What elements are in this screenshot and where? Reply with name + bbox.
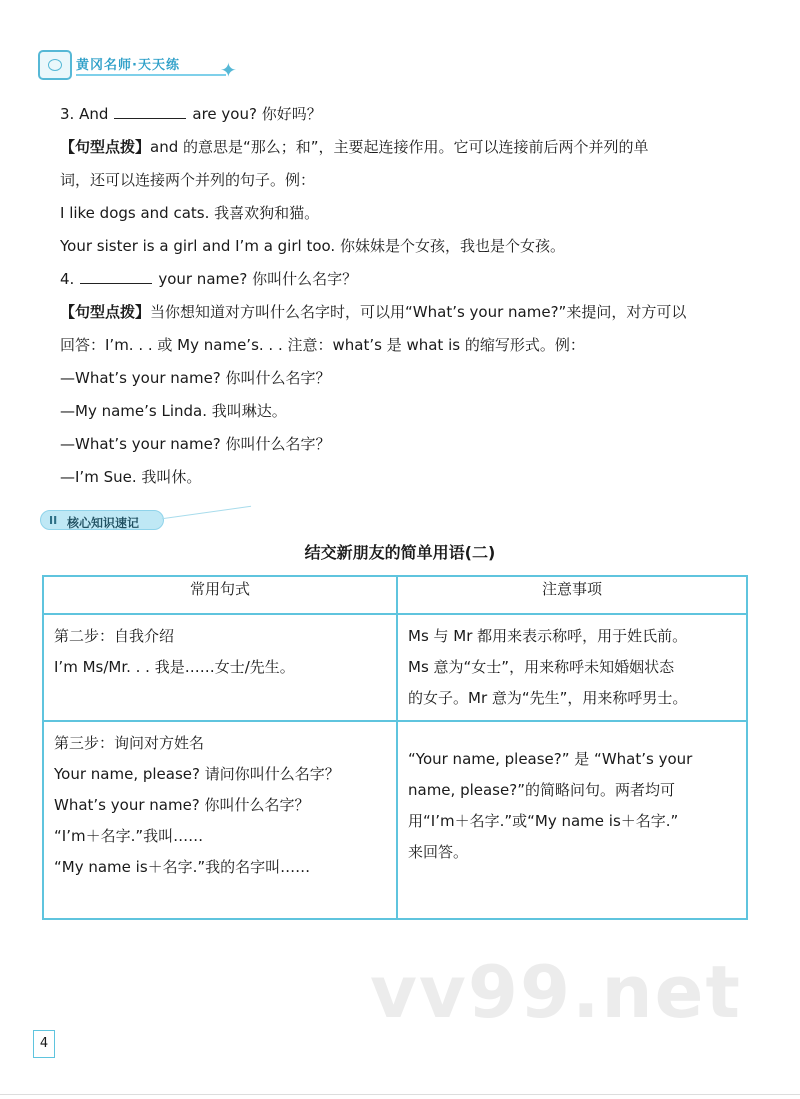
cell-line: I’m Ms/Mr. . . 我是……女士/先生。 — [54, 658, 295, 676]
table-row — [43, 721, 747, 919]
star-icon: ✦ — [220, 58, 237, 82]
example-line: I like dogs and cats. 我喜欢狗和猫。 — [60, 204, 320, 222]
decorative-trail — [162, 506, 252, 527]
cell-line: “Your name, please?” 是 “What’s your — [408, 750, 693, 768]
question-number: 3. — [60, 105, 75, 123]
table-cell-notes — [397, 721, 747, 919]
column-header-patterns: 常用句式 — [43, 576, 397, 614]
cell-line: 的女子。Mr 意为“先生”，用来称呼男士。 — [408, 689, 688, 707]
cell-line: 第二步：自我介绍 — [54, 627, 175, 645]
table-row — [43, 614, 747, 721]
page-bottom-rule — [0, 1094, 800, 1095]
tip-line: 回答：I’m. . . 或 My name’s. . . 注意：what’s 是 what is 的缩写形式。例： — [60, 336, 585, 354]
question-suffix: are you? 你好吗？ — [192, 105, 322, 123]
section-tag — [40, 508, 208, 532]
brand-title: 黄冈名师·天天练 — [76, 58, 180, 73]
dialogue-line: —My name’s Linda. 我叫琳达。 — [60, 402, 287, 420]
dialogue-line: —What’s your name? 你叫什么名字？ — [60, 435, 331, 453]
cell-line: Ms 与 Mr 都用来表示称呼，用于姓氏前。 — [408, 627, 688, 645]
book-mascot-icon — [38, 50, 72, 80]
section-pill — [40, 510, 164, 530]
question-number: 4. — [60, 270, 75, 288]
page-number: 4 — [33, 1030, 55, 1058]
question-3 — [60, 98, 750, 131]
cell-line: Ms 意为“女士”，用来称呼未知婚姻状态 — [408, 658, 675, 676]
cell-line: “My name is＋名字.”我的名字叫…… — [54, 858, 311, 876]
table-cell-notes — [397, 614, 747, 721]
cell-line: What’s your name? 你叫什么名字？ — [54, 796, 310, 814]
section-label: 核心知识速记 — [67, 516, 140, 530]
cell-line: 用“I’m＋名字.”或“My name is＋名字.” — [408, 812, 679, 830]
cell-line: 第三步：询问对方姓名 — [54, 734, 205, 752]
tip-line — [60, 296, 750, 329]
answer-blank[interactable] — [80, 269, 152, 284]
cell-line: name, please?”的简略问句。两者均可 — [408, 781, 675, 799]
watermark: vv99.net — [370, 950, 742, 1034]
tip-text: 当你想知道对方叫什么名字时，可以用“What’s your name?”来提问，对方可以 — [150, 303, 687, 321]
cell-line: “I’m＋名字.”我叫…… — [54, 827, 204, 845]
tip-label: 【句型点拨】 — [60, 138, 151, 156]
table-title: 结交新朋友的简单用语(二) — [304, 543, 496, 562]
tip-text: and 的意思是“那么；和”，主要起连接作用。它可以连接前后两个并列的单 — [150, 138, 649, 156]
table-cell-patterns — [43, 721, 397, 919]
answer-blank[interactable] — [114, 104, 186, 119]
phrases-table — [42, 575, 748, 920]
tip-line — [60, 131, 750, 164]
table-header-row — [43, 576, 747, 614]
section-roman: II — [49, 514, 58, 527]
header-rule — [76, 74, 226, 76]
example-line: Your sister is a girl and I’m a girl too. 你妹妹是个女孩，我也是个女孩。 — [60, 237, 565, 255]
cell-line: Your name, please? 请问你叫什么名字？ — [54, 765, 340, 783]
question-4 — [60, 263, 750, 296]
page-header — [38, 44, 238, 84]
question-prefix: And — [79, 105, 109, 123]
tip-label: 【句型点拨】 — [60, 303, 151, 321]
table-cell-patterns — [43, 614, 397, 721]
question-suffix: your name? 你叫什么名字？ — [158, 270, 358, 288]
tip-line: 词，还可以连接两个并列的句子。例： — [60, 171, 316, 189]
cell-line: 来回答。 — [408, 843, 469, 861]
column-header-notes: 注意事项 — [397, 576, 747, 614]
dialogue-line: —I’m Sue. 我叫休。 — [60, 468, 202, 486]
exercise-content — [60, 98, 750, 494]
dialogue-line: —What’s your name? 你叫什么名字？ — [60, 369, 331, 387]
